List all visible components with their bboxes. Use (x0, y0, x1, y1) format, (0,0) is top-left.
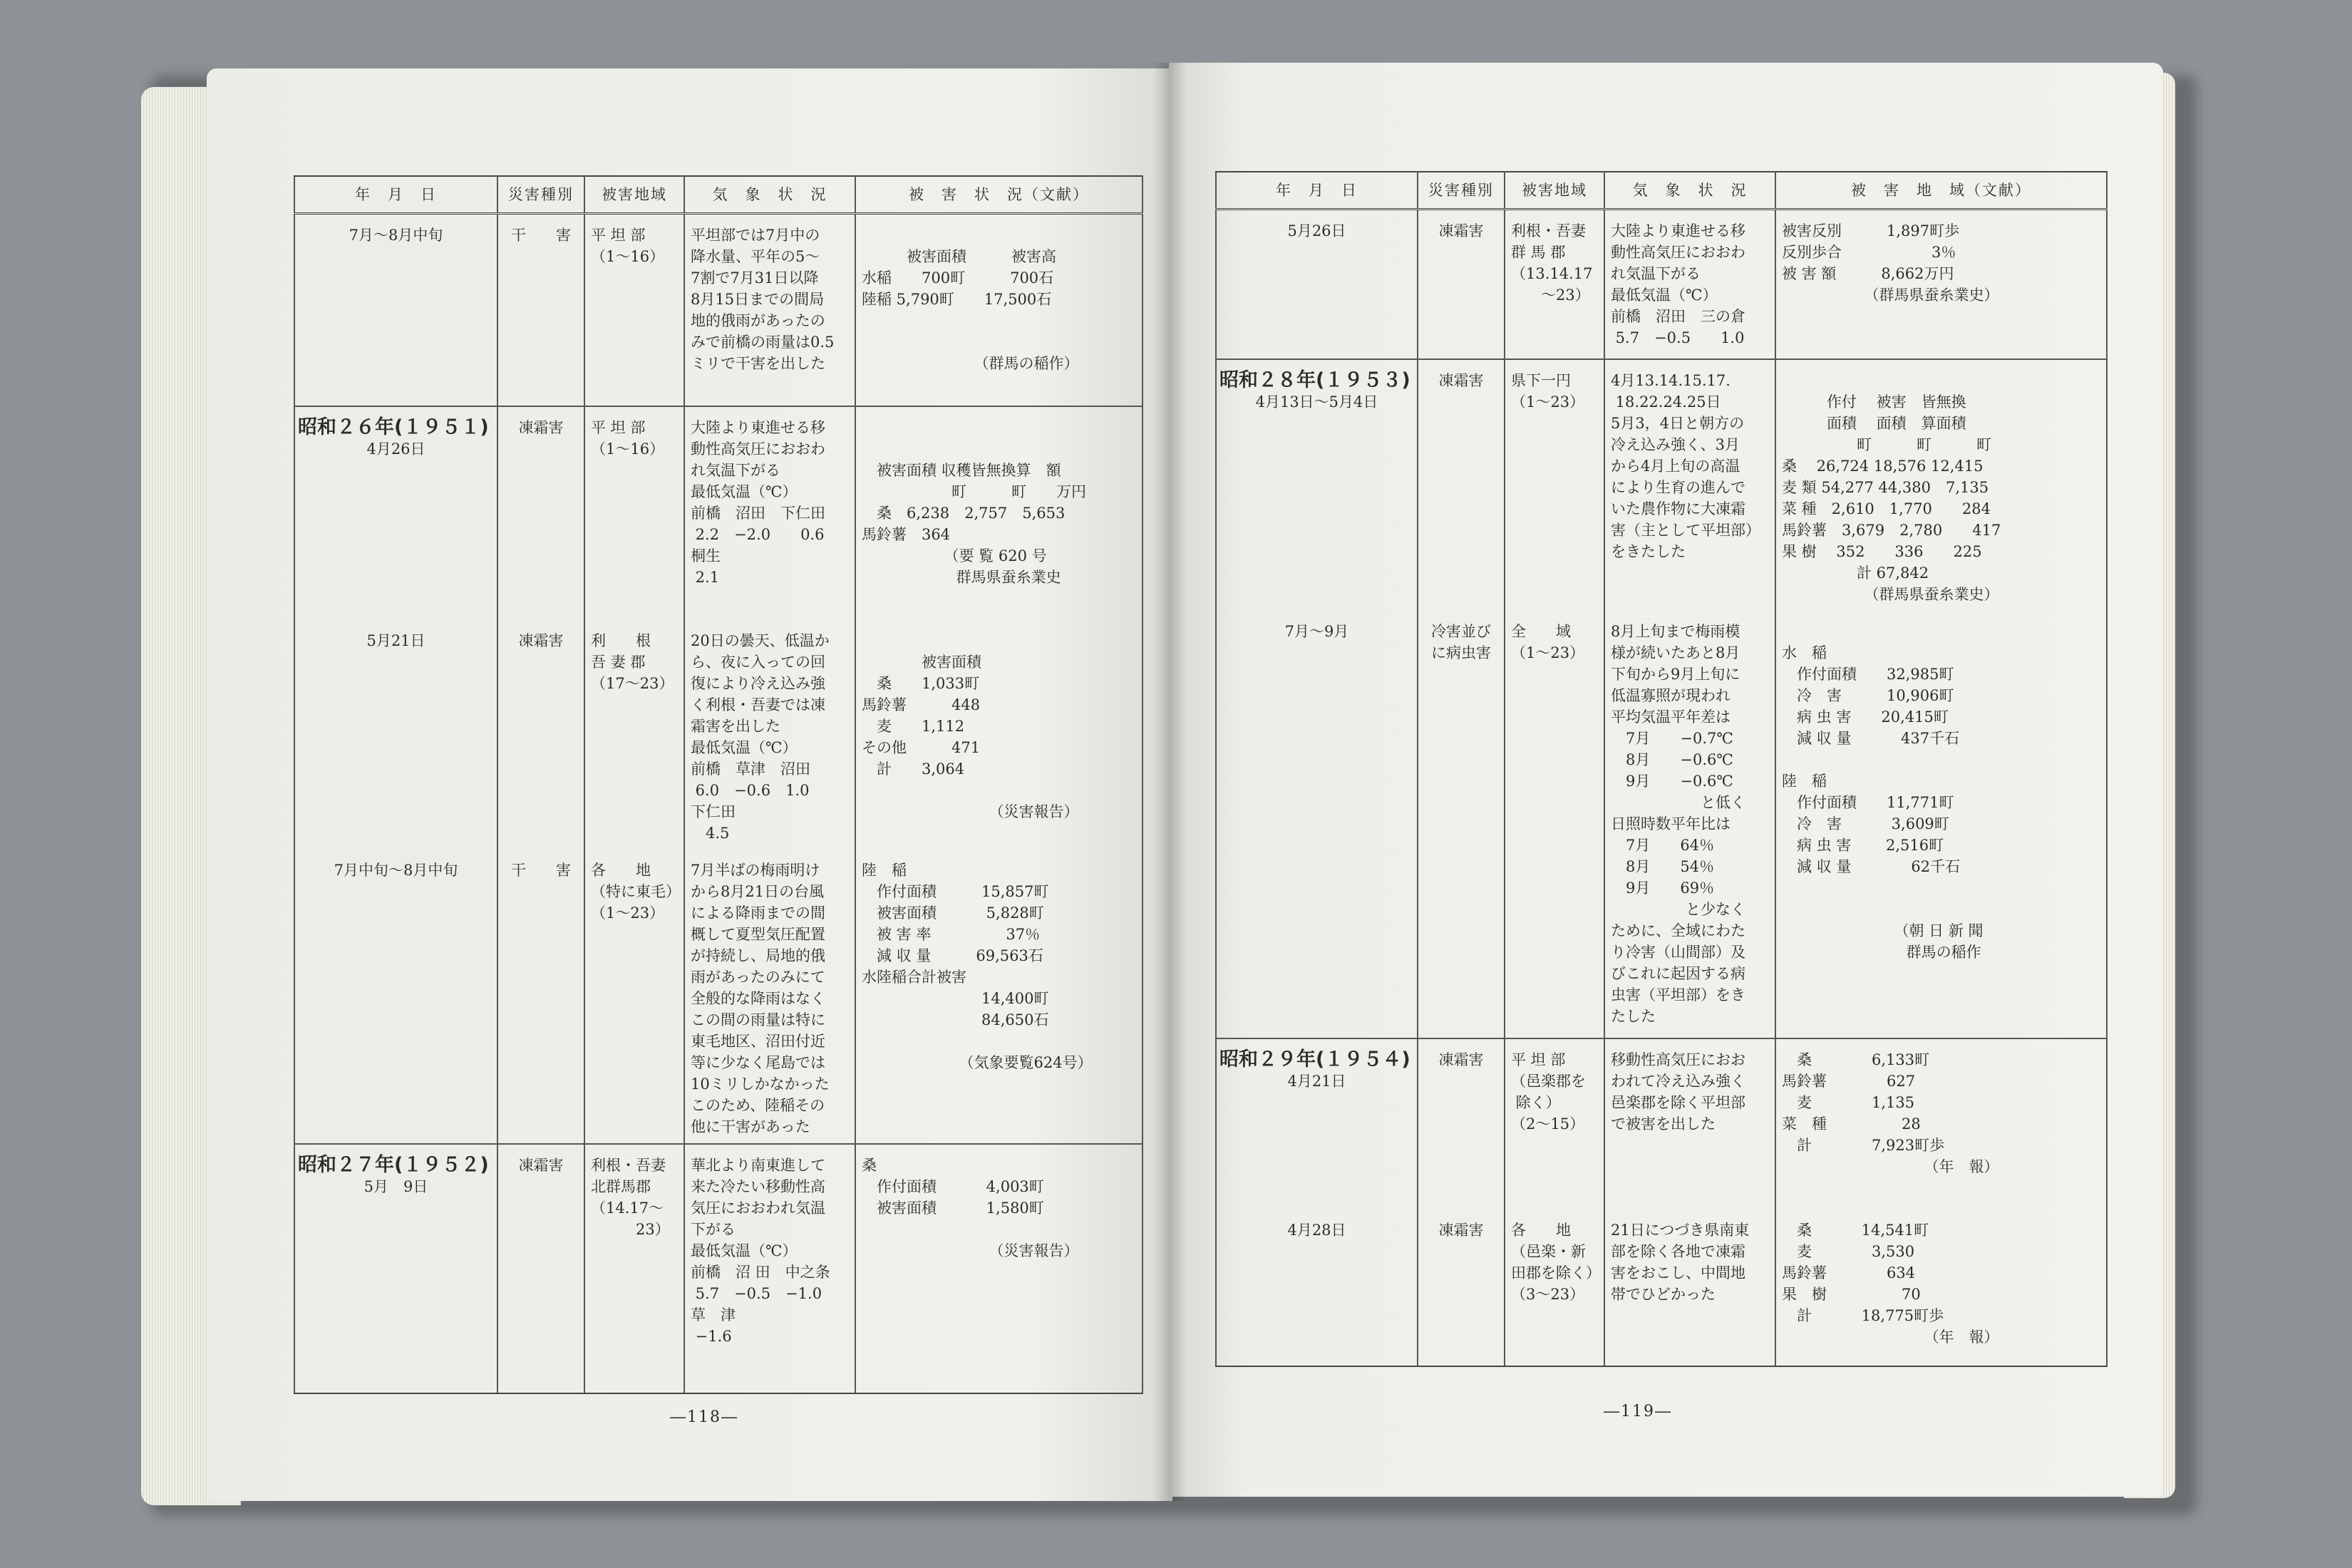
region-cell: 平 坦 部 （邑楽郡を 除く） （2～15） (1511, 1051, 1586, 1133)
book-gutter (1153, 63, 1186, 1501)
region-cell: 各 地 （特に東毛） （1～23） (591, 861, 681, 922)
page-number: ―118― (670, 1408, 738, 1426)
type-cell: 凍霜害 (518, 631, 564, 649)
region-cell: 利 根 吾 妻 郡 （17～23） (591, 631, 674, 692)
table-header-row (1216, 172, 2107, 210)
table-row (294, 1144, 1143, 1393)
damage-cell: 桑 14,541町 麦 3,530 馬鈴薯 634 果 樹 70 計 18,775町歩 （年 報） (1782, 1221, 1999, 1346)
date-cell: 4月26日 (366, 440, 425, 458)
damage-cell: 桑 作付面積 4,003町 被害面積 1,580町 （災害報告） (862, 1156, 1079, 1259)
left-disaster-table (294, 175, 1143, 1394)
damage-cell: 陸 稲 作付面積 15,857町 被害面積 5,828町 被 害 率 37％ 減 収 量 69,563石 水陸稲合計被害 14,400町 84,650石 （気象要覧624号） (862, 861, 1093, 1071)
col-header-type: 災害種別 (497, 176, 584, 214)
right-disaster-table (1215, 171, 2108, 1367)
weather-cell: 大陸より東進せる移 動性高気圧におおわ れ気温下がる 最低気温（℃） 前橋 沼田 三の倉 5.7 −0.5 1.0 (1611, 222, 1745, 346)
type-cell: 凍霜害 (1438, 1221, 1484, 1239)
damage-cell: 被害反別 1,897町歩 反別歩合 3％ 被 害 額 8,662万円 （群馬県蚕糸業史） (1782, 222, 1999, 304)
date-cell: 7月～9月 (1284, 622, 1349, 640)
weather-cell: 移動性高気圧におお われて冷え込み強く 邑楽郡を除く平坦部 で被害を出した (1611, 1051, 1745, 1133)
type-cell: 凍霜害 (1438, 1051, 1484, 1068)
type-cell: 干 害 (511, 861, 571, 879)
col-header-region: 被害地域 (584, 176, 684, 214)
region-cell: 平 坦 部 （1～16） (591, 227, 665, 265)
table-row (1216, 1038, 2107, 1209)
date-cell: 5月 9日 (363, 1177, 428, 1195)
era-label: 昭和２６年(１９５１) (298, 416, 489, 438)
table-header-row (294, 176, 1143, 214)
damage-cell: 桑 6,133町 馬鈴薯 627 麦 1,135 菜 種 28 計 7,923町歩 （年 報） (1782, 1051, 1999, 1175)
date-cell: 7月中旬～8月中旬 (334, 861, 458, 879)
table-row (294, 214, 1143, 406)
weather-cell: 4月13.14.15.17. 18.22.24.25日 5月3，4日と朝方の 冷え込み強く、3月 から4月上旬の高温 により生育の進んで いた農作物に大凍霜 害（主として平坦部） をきたした (1611, 371, 1760, 560)
table-row (294, 406, 1143, 620)
date-cell: 4月13日～5月4日 (1255, 393, 1378, 411)
table-row (294, 620, 1143, 850)
region-cell: 県下一円 （1～23） (1511, 371, 1585, 411)
date-cell: 4月28日 (1287, 1221, 1346, 1239)
weather-cell: 大陸より東進せる移 動性高気圧におおわ れ気温下がる 最低気温（℃） 前橋 沼田 下仁田 2.2 −2.0 0.6 桐生 2.1 (691, 418, 825, 586)
table-row (1216, 359, 2107, 611)
region-cell: 利根・吾妻 群 馬 郡 （13.14.17 ～23） (1511, 222, 1593, 304)
col-header-type: 災害種別 (1418, 172, 1505, 210)
region-cell: 全 域 （1～23） (1511, 622, 1585, 661)
weather-cell: 7月半ばの梅雨明け から8月21日の台風 による降雨までの間 概して夏型気圧配置 が持続し、局地的俄 雨があったのみにて 全般的な降雨はなく この間の雨量は特に 東毛地区、沼田付近 等に少なく尾島では 10ミリしかなかった このため、陸稲その 他に干害があった (691, 861, 830, 1135)
weather-cell: 華北より南東進して 来た冷たい移動性高 気圧におおわれ気温 下がる 最低気温（℃） 前橋 沼 田 中之条 5.7 −0.5 −1.0 草 津 −1.6 (691, 1156, 830, 1345)
col-header-region: 被害地域 (1505, 172, 1604, 210)
date-cell: 5月26日 (1287, 222, 1346, 239)
era-label: 昭和２８年(１９５３) (1219, 368, 1410, 391)
damage-cell: 被害面積 被害高 水稲 700町 700石 陸稲 5,790町 17,500石 （群馬の稲作） (862, 248, 1079, 372)
damage-cell: 作付 被害 皆無換 面積 面積 算面積 町 町 町 桑 26,724 18,576 12,415 麦 類 54,277 44,380 7,135 菜 種 2,610 1,770 284 馬鈴薯 3,679 2,780 417 果 樹 352 336 225 計 67,842 （群馬県蚕糸業史） (1782, 393, 2001, 603)
col-header-date: 年 月 日 (1216, 172, 1418, 210)
type-cell: 凍霜害 (518, 418, 564, 436)
col-header-weather: 気 象 状 況 (684, 176, 855, 214)
era-label: 昭和２９年(１９５４) (1219, 1048, 1410, 1071)
col-header-damage: 被 害 状 況（文献） (855, 176, 1143, 214)
left-page (207, 68, 1172, 1501)
col-header-weather: 気 象 状 況 (1604, 172, 1775, 210)
damage-cell: 被害面積 収穫皆無換算 額 町 町 万円 桑 6,238 2,757 5,653 馬鈴薯 364 （要 覧 620 号 群馬県蚕糸業史 (862, 461, 1086, 586)
type-cell: 干 害 (511, 227, 571, 244)
weather-cell: 21日につづき県南東 部を除く各地で凍霜 害をおこし、中間地 帯でひどかった (1611, 1221, 1750, 1303)
col-header-damage: 被 害 地 域（文献） (1775, 172, 2107, 210)
region-cell: 平 坦 部 （1～16） (591, 418, 665, 458)
weather-cell: 20日の曇天、低温か ら、夜に入っての回 復により冷え込み強 く利根・吾妻では凍 霜害を出した 最低気温（℃） 前橋 草津 沼田 6.0 −0.6 1.0 下仁田 4.5 (691, 631, 830, 842)
right-page (1169, 63, 2163, 1497)
table-row (1216, 611, 2107, 1038)
era-label: 昭和２７年(１９５２) (298, 1153, 489, 1176)
col-header-date: 年 月 日 (294, 176, 497, 214)
table-row (1216, 1209, 2107, 1366)
damage-cell: 水 稲 作付面積 32,985町 冷 害 10,906町 病 虫 害 20,415町 減 収 量 437千石 陸 稲 作付面積 11,771町 冷 害 3,609町 病 虫 害 2,516町 減 収 量 62千石 （朝 日 新 聞 群馬の稲作 (1782, 644, 1984, 961)
region-cell: 利根・吾妻 北群馬郡 （14.17～ 23） (591, 1156, 670, 1238)
type-cell: 凍霜害 (1438, 222, 1484, 239)
page-number: ―119― (1604, 1403, 1672, 1420)
table-row (294, 850, 1143, 1144)
date-cell: 4月21日 (1287, 1072, 1346, 1090)
type-cell: 冷害並び に病虫害 (1431, 622, 1491, 661)
table-row (1216, 210, 2107, 359)
date-cell: 7月～8月中旬 (349, 227, 443, 244)
damage-cell: 被害面積 桑 1,033町 馬鈴薯 448 麦 1,112 その他 471 計 3,064 （災害報告） (862, 653, 1079, 820)
region-cell: 各 地 （邑楽・新 田郡を除く） （3～23） (1511, 1221, 1601, 1303)
type-cell: 凍霜害 (1438, 371, 1484, 389)
date-cell: 5月21日 (366, 631, 425, 649)
type-cell: 凍霜害 (518, 1156, 564, 1174)
weather-cell: 8月上旬まで梅雨模 様が続いたあと8月 下旬から9月上旬に 低温寡照が現われ 平均気温平年差は 7月 −0.7℃ 8月 −0.6℃ 9月 −0.6℃ と低く 日照時数平年比は 7月 64％ 8月 54％ 9月 69％ と少なく ために、全域にわた り冷害（山間部）及 びこれに起因する病 虫害（平坦部）をき たした (1611, 622, 1745, 1025)
weather-cell: 平坦部では7月中の 降水量、平年の5～ 7割で7月31日以降 8月15日までの間局 地的俄雨があったの みで前橋の雨量は0.5 ミリで干害を出した (691, 227, 835, 372)
